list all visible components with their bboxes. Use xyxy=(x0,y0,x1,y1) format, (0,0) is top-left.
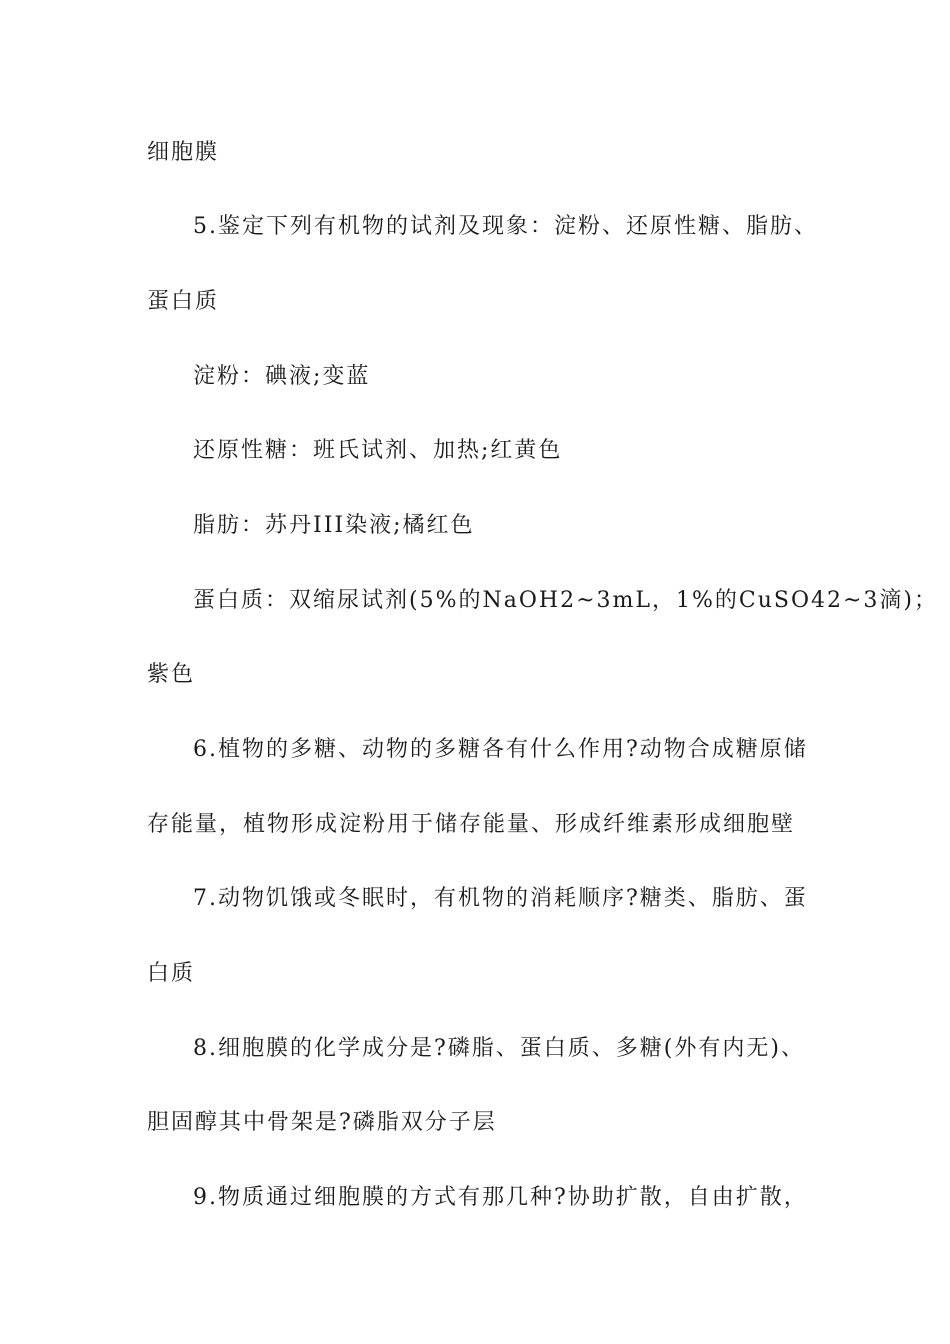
question-8-line: 8.细胞膜的化学成分是?磷脂、蛋白质、多糖(外有内无)、 xyxy=(193,1036,805,1061)
reducing-sugar-test-line: 还原性糖：班氏试剂、加热;红黄色 xyxy=(193,438,563,463)
text-line: 紫色 xyxy=(147,662,196,687)
text-line: 胆固醇其中骨架是?磷脂双分子层 xyxy=(147,1110,497,1135)
question-9-line: 9.物质通过细胞膜的方式有那几种?协助扩散，自由扩散， xyxy=(193,1185,808,1210)
starch-test-line: 淀粉：碘液;变蓝 xyxy=(193,364,371,389)
question-5-line: 5.鉴定下列有机物的试剂及现象：淀粉、还原性糖、脂肪、 xyxy=(193,214,818,239)
text-line: 存能量，植物形成淀粉用于储存能量、形成纤维素形成细胞壁 xyxy=(147,812,796,837)
text-line: 细胞膜 xyxy=(147,140,220,165)
question-7-line: 7.动物饥饿或冬眠时，有机物的消耗顺序?糖类、脂肪、蛋 xyxy=(193,886,808,911)
text-line: 蛋白质 xyxy=(147,289,220,314)
protein-test-line: 蛋白质：双缩尿试剂(5%的NaOH2~3mL，1%的CuSO42~3滴)； xyxy=(193,588,938,613)
question-6-line: 6.植物的多糖、动物的多糖各有什么作用?动物合成糖原储 xyxy=(193,737,808,762)
fat-test-line: 脂肪：苏丹III染液;橘红色 xyxy=(193,513,475,538)
text-line: 白质 xyxy=(147,961,196,986)
